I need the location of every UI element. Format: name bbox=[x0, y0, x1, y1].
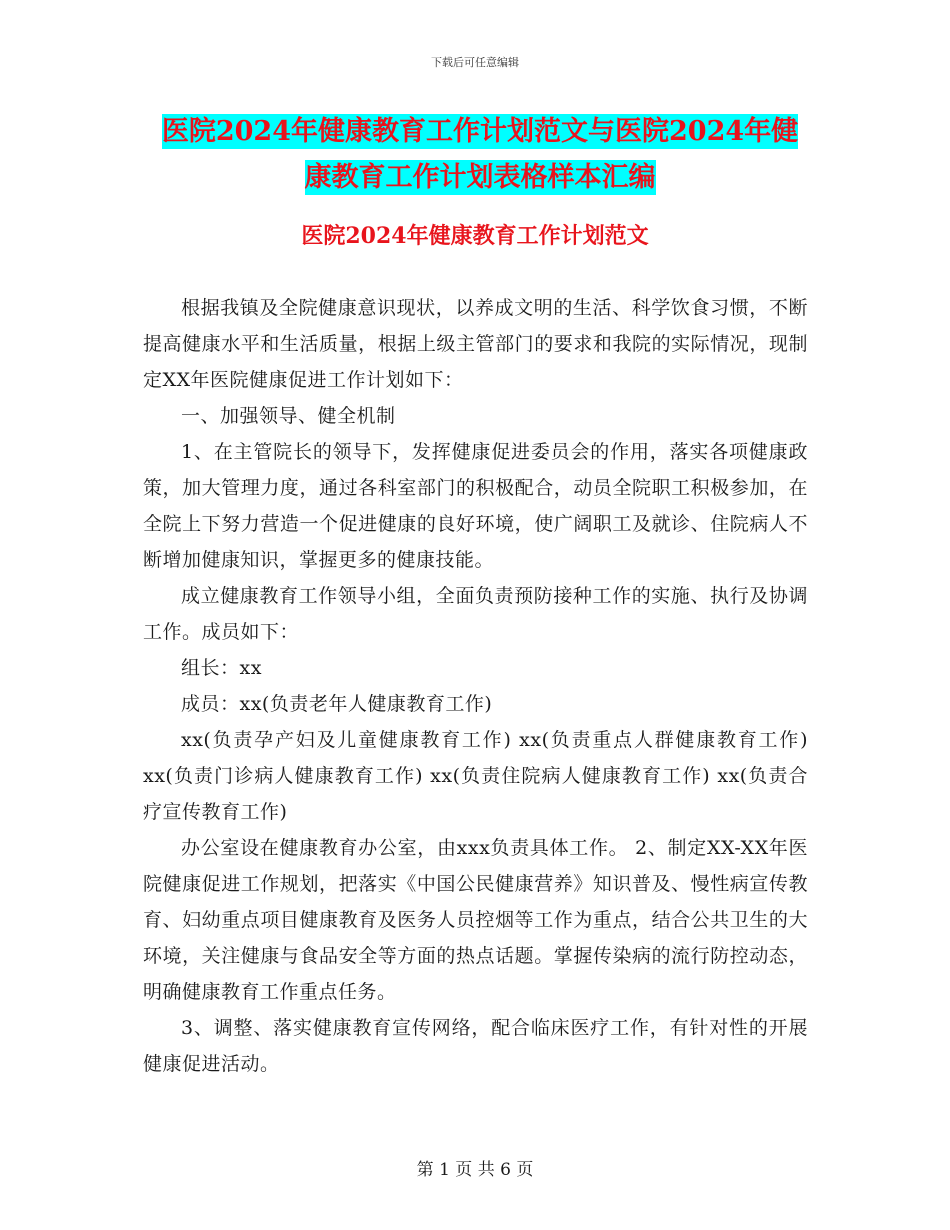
section-title: 医院2024年健康教育工作计划范文 bbox=[301, 223, 649, 249]
paragraph-members: 成员：xx(负责老年人健康教育工作) bbox=[181, 693, 493, 715]
paragraph-heading-1: 一、加强领导、健全机制 bbox=[181, 405, 396, 427]
document-title-line-1: 医院2024年健康教育工作计划范文与医院2024年健 bbox=[161, 116, 799, 147]
body-text bbox=[143, 290, 808, 1082]
paragraph-members-list: xx(负责孕产妇及儿童健康教育工作) xx(负责重点人群健康教育工作) xx(负责门诊病人健康教育工作) xx(负责住院病人健康教育工作) xx(负责合疗宣传教育工作) bbox=[143, 729, 808, 823]
paragraph-leadership-group: 成立健康教育工作领导小组，全面负责预防接种工作的实施、执行及协调工作。成员如下： bbox=[143, 585, 808, 643]
paragraph-item-1: 1、在主管院长的领导下，发挥健康促进委员会的作用，落实各项健康政策，加大管理力度，通过各科室部门的积极配合，动员全院职工积极参加，在全院上下努力营造一个促进健康的良好环境，使广阔职工及就诊、住院病人不断增加健康知识，掌握更多的健康技能。 bbox=[143, 441, 808, 571]
paragraph-group-leader: 组长：xx bbox=[181, 657, 262, 679]
paragraph-item-2: 办公室设在健康教育办公室，由xxx负责具体工作。 2、制定XX-XX年医院健康促进工作规划，把落实《中国公民健康营养》知识普及、慢性病宣传教育、妇幼重点项目健康教育及医务人员控烟等工作为重点，结合公共卫生的大环境，关注健康与食品安全等方面的热点话题。掌握传染病的流行防控动态，明确健康教育工作重点任务。 bbox=[143, 837, 808, 1003]
paragraph-intro: 根据我镇及全院健康意识现状，以养成文明的生活、科学饮食习惯，不断提高健康水平和生活质量，根据上级主管部门的要求和我院的实际情况，现制定XX年医院健康促进工作计划如下： bbox=[143, 297, 808, 391]
page-number: 第 1 页 共 6 页 bbox=[416, 1160, 534, 1180]
document-title bbox=[140, 109, 820, 201]
document-title-line-2: 康教育工作计划表格样本汇编 bbox=[304, 162, 656, 193]
header-note: 下载后可任意编辑 bbox=[431, 56, 519, 69]
paragraph-item-3: 3、调整、落实健康教育宣传网络，配合临床医疗工作，有针对性的开展健康促进活动。 bbox=[143, 1017, 808, 1075]
